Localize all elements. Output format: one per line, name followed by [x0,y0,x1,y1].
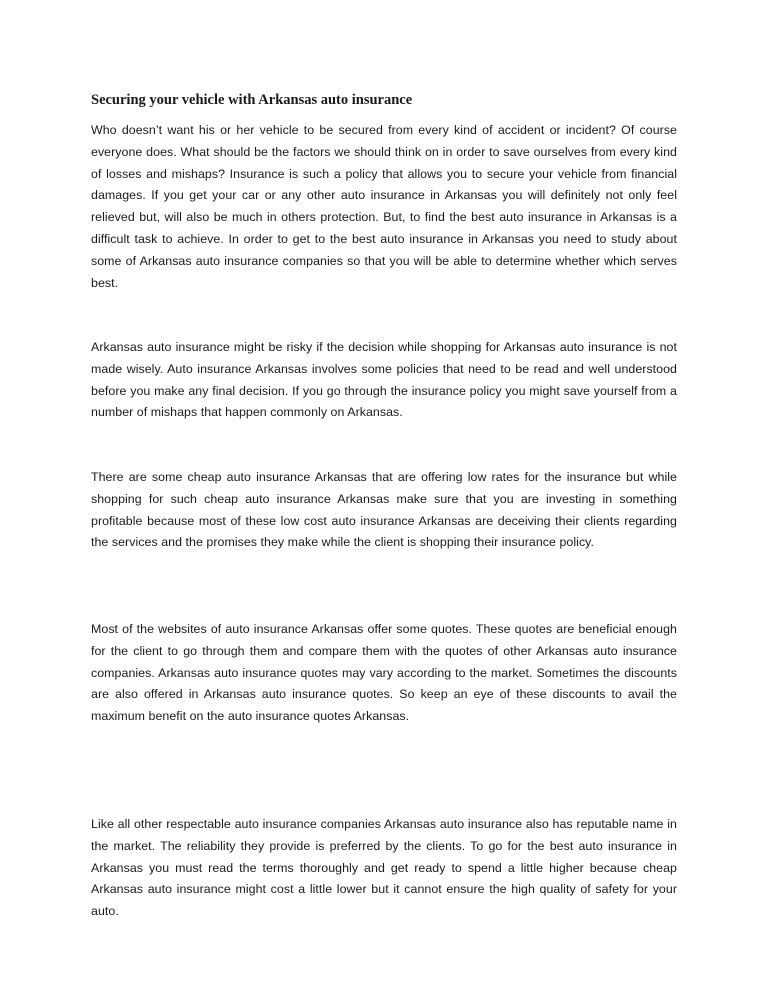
paragraph-intro: Who doesn’t want his or her vehicle to be secured from every kind of accident or incident? Of course everyone does. What should be the factors we should think on in order to save ourselves from every kind of losses and mishaps? Insurance is such a policy that allows you to secure your vehicle from financial damages. If you get your car or any other auto insurance in Arkansas you will definitely not only feel relieved but, will also be much in others protection. But, to find the best auto insurance in Arkansas is a difficult task to achieve. In order to get to the best auto insurance in Arkansas you need to study about some of Arkansas auto insurance companies so that you will be able to determine whether which serves best. [91,123,677,290]
document-title: Securing your vehicle with Arkansas auto insurance [91,92,413,108]
paragraph-cheap-insurance: There are some cheap auto insurance Arkansas that are offering low rates for the insurance but while shopping for such cheap auto insurance Arkansas make sure that you are investing in something profitable because most of these low cost auto insurance Arkansas are deceiving their clients regarding the services and the promises they make while the client is shopping their insurance policy. [91,470,677,550]
paragraph-risk: Arkansas auto insurance might be risky if the decision while shopping for Arkansas auto insurance is not made wisely. Auto insurance Arkansas involves some policies that need to be read and well understood before you make any final decision. If you go through the insurance policy you might save yourself from a number of mishaps that happen commonly on Arkansas. [91,340,677,420]
paragraph-reputation: Like all other respectable auto insurance companies Arkansas auto insurance also has reputable name in the market. The reliability they provide is preferred by the clients. To go for the best auto insurance in Arkansas you must read the terms thoroughly and get ready to spend a little higher because cheap Arkansas auto insurance might cost a little lower but it cannot ensure the high quality of safety for your auto. [91,817,677,919]
paragraph-quotes: Most of the websites of auto insurance Arkansas offer some quotes. These quotes are beneficial enough for the client to go through them and compare them with the quotes of other Arkansas auto insurance companies. Arkansas auto insurance quotes may vary according to the market. Sometimes the discounts are also offered in Arkansas auto insurance quotes. So keep an eye of these discounts to avail the maximum benefit on the auto insurance quotes Arkansas. [91,622,677,724]
